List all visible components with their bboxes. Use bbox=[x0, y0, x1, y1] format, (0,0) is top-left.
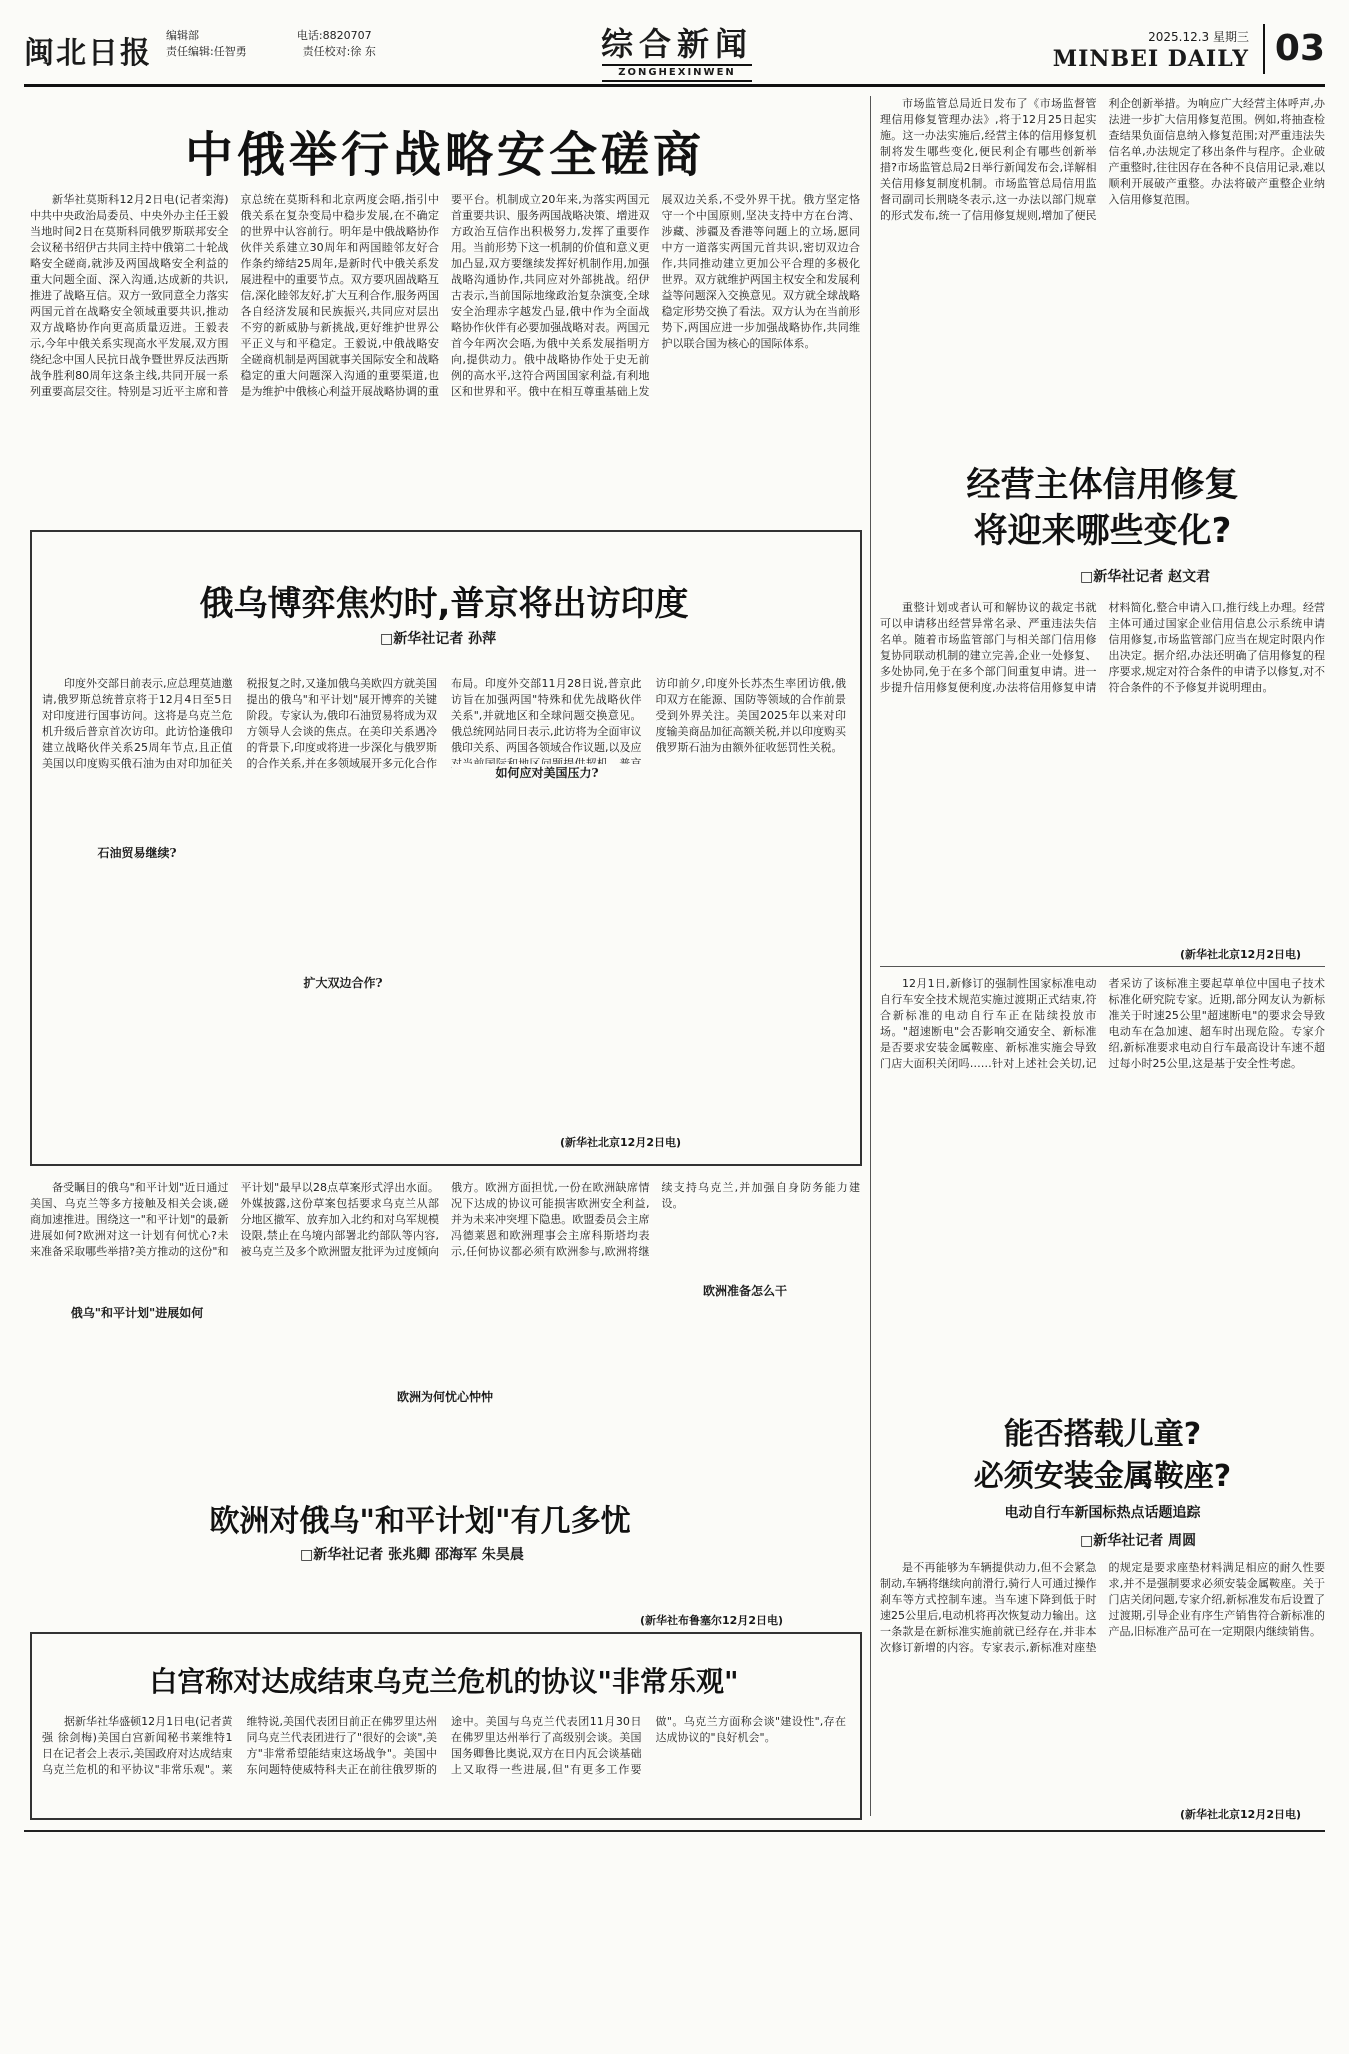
article5-dateline: (新华社北京12月2日电) bbox=[1180, 948, 1302, 961]
article6-byline: □新华社记者 周圆 bbox=[1080, 1533, 1197, 1549]
masthead-rule bbox=[24, 84, 1325, 87]
article1-body bbox=[30, 192, 860, 520]
section-title: 综合新闻 bbox=[600, 25, 753, 63]
article3-dateline: (新华社布鲁塞尔12月2日电) bbox=[640, 1614, 784, 1627]
article6-dateline: (新华社北京12月2日电) bbox=[1180, 1808, 1302, 1821]
article5-title-line2: 将迎来哪些变化? bbox=[973, 511, 1232, 551]
article5-title bbox=[880, 462, 1325, 554]
article6-subtitle: 电动自行车新国标热点话题追踪 bbox=[1004, 1505, 1201, 1521]
newspaper-logo: 闽北日报 bbox=[24, 36, 152, 71]
editor-info bbox=[166, 28, 376, 60]
article2-text: 印度外交部日前表示,应总理莫迪邀请,俄罗斯总统普京将于12月4日至5日对印度进行国事访问。这将是乌克兰危机升级后普京首次访印。此访恰逢俄印建立战略伙伴关系25周年节点,且正值美国以印度购买俄石油为由对印加征关税报复之时,又逢加俄乌美欧四方就美国提出的俄乌"和平计划"展开博弈的关键阶段。专家认为,俄印石油贸易将成为双方领导人会谈的焦点。在美印关系遇冷的背景下,印度或将进一步深化与俄罗斯的合作关系,并在多领域展开多元化合作布局。印度外交部11月28日说,普京此访旨在加强两国"特殊和优先战略伙伴关系",并就地区和全球问题交换意见。俄总统网站同日表示,此访将为全面审议俄印关系、两国各领域合作议题,以及应 访印前夕,印度外长苏杰生率团访俄,俄印双方在能源、国防等领域的合作前景受到外界关注。美国2025年以来对印度输美商品加征高额关税,并以印度购买俄罗斯石油为由额外征收惩罚性关税。 bbox=[42, 677, 846, 770]
article5-top-body bbox=[880, 96, 1325, 448]
editorial-dept-label: 编辑部 bbox=[166, 29, 199, 42]
article2-title: 俄乌博弈焦灼时,普京将出访印度 bbox=[199, 584, 689, 624]
article6-body bbox=[880, 1560, 1325, 1804]
article2-subhead-3: 如何应对美国压力? bbox=[452, 764, 642, 781]
article6-top-body bbox=[880, 976, 1325, 1406]
article6-top-text: 12月1日,新修订的强制性国家标准电动自行车安全技术规范实施过渡期正式结束,符合新标准的电动自行车正在陆续投放市场。"超速断电"会否影响交通安全、新标准是否要求安装金属鞍座、新标准实施会导致门店大面积关闭吗……针对上述社会关切,记者采访了该标准主要起草单位中国电子技术标准化研究院专家。近期,部分网友认为新标准关于时速25公里"超速断电"的要求会导致电动车在急加速、超车时出现危险。专家介绍,新标准要求电动自行车最高设计车速不超过每小时25公里,这是基于安全性考虑。 bbox=[880, 977, 1325, 1070]
article1-text: 新华社莫斯科12月2日电(记者栾海)中共中央政治局委员、中央外办主任王毅当地时间2日在莫斯科同俄罗斯联邦安全会议秘书绍伊古共同主持中俄第二十轮战略安全磋商,就涉及两国战略安全利益的重大问题全面、深入沟通,达成新的共识,推进了战略互信。双方一致同意全力落实两国元首在战略安全领域重要共识,推动双方战略协作向更高质量迈进。王毅表示,今年中俄关系实现高水平发展,双方围绕纪念中国人民抗日战争暨世界反法西斯战争胜利80周年这条主线,共同开展一系列重要高层交往。特别是习近平主席和普京总统在莫斯科和北京两度会晤,指引中俄关系在复杂变局中稳步发展,在不确定的世界中认容前行。明年是中俄战略协作伙伴关系建立30周年和两国睦邻友好合作条约缔结25周年,是新时代中俄关系发展进程中的重要节点。双方要巩固战略互信,深化睦邻友好,扩大互利合作,服务两国各自经济发展和民族振兴,共同应对层出不穷的新威胁与新挑战,更好维护世界公平正义与和平稳定。王毅说,中俄战略安全磋商机制是两国就事关国际安全和战略稳定的重大问题深入沟通的重要渠道,也是为维护中俄核心利益开展战略协调的重要平台。机制成立20年来,为落实两国元首重要共识、服务两国战略决策、增进双方政治互信作出积极努力,发挥了重要作用。当前形势下这一机制的价值和意义更加凸显,双方要继续发挥好机制作用,加强战略沟通协作,共同应对外部挑战。绍伊古表示,当前国际地缘政治复杂演变,全球安全治理赤字越发凸显,俄中作为全面战略协作伙伴有必要加强战略对表。两国元首今年两次会晤,为俄中关系发展指明方向,提供动力。俄中战略协作处于史无前例的高水平,这符合两国国家利益,有利地区和世界和平。俄中在相互尊重基础上发展双边关系,不受外界干扰。俄方坚定恪守一个中国原则,坚决支持中方在台湾、涉藏、涉疆及香港等问题上的立场,愿同中方一道落实两国元首共识,密切双边合作,共同推动建立更加公平合理的多极化世界。双方就维护两国主权安全和发展利益等问题深入交换意见。双方就全球战略稳定形势交换了看法。双方认为在当前形势下,两国应进一步加强战略协作,共同维护以联合国为核心的国际体系。 bbox=[30, 193, 860, 398]
page-number: 03 bbox=[1263, 24, 1325, 74]
article5-title-line1: 经营主体信用修复 bbox=[966, 465, 1239, 505]
article3-subhead-3: 欧洲准备怎么干 bbox=[650, 1282, 840, 1299]
masthead bbox=[24, 24, 1325, 82]
column-divider bbox=[870, 96, 871, 1816]
phone-label: 电话: bbox=[296, 29, 323, 42]
right-divider bbox=[880, 966, 1325, 967]
article6-title-line2: 必须安装金属鞍座? bbox=[973, 1459, 1232, 1494]
article4-body bbox=[42, 1714, 846, 1810]
article5-byline: □新华社记者 赵文君 bbox=[1080, 569, 1211, 585]
proofreader-name: 责任校对:徐 东 bbox=[302, 45, 376, 58]
article5-top-text: 市场监管总局近日发布了《市场监督管理信用修复管理办法》,将于12月25日起实施。这一办法实施后,经营主体的信用修复机制将发生哪些变化,便民利企有哪些创新举措?市场监管总局2日举行新闻发布会,详解相关信用修复制度机制。市场监管总局信用监督司副司长荆晓冬表示,这一办法以部门规章的形式发布,统一了信用修复规则,增加了便民利企创新举措。为响应广大经营主体呼声,办法进一步扩大信用修复范围。例如,将抽查检查结果负面信息纳入修复范围;对严重违法失信名单,办法规定了移出条件与程序。企业破产重整时,往往因存在各种不良信用记录,难以顺利开展破产重整。办法将破产重整企业纳入信用修复范围。 bbox=[880, 97, 1325, 222]
paper-name-en: MINBEI DAILY bbox=[1052, 46, 1249, 72]
issue-date: 2025.12.3 星期三 bbox=[1148, 30, 1249, 44]
article2-subhead-2: 扩大双边合作? bbox=[248, 974, 438, 991]
section-title-en: ZONGHEXINWEN bbox=[602, 64, 752, 82]
article2-body bbox=[42, 676, 846, 1132]
page-bottom-rule bbox=[24, 1830, 1325, 1832]
article6-text: 是不再能够为车辆提供动力,但不会紧急制动,车辆将继续向前滑行,骑行人可通过操作刹车等方式控制车速。当车速下降到低于时速25公里后,电动机将再次恢复动力输出。这一条款是在新标准实施前就已经存在,并非本次修订新增的内容。专家表示,新标准对座垫的规定是要求座垫材料满足相应的耐久性要求,并不是强制要求必须安装金属鞍座。关于门店关闭问题,专家介绍,新标准发布后设置了过渡期,引导企业有序生产销售符合新标准的产品,旧标准产品可在一定期限内继续销售。 bbox=[880, 1561, 1325, 1654]
article5-body bbox=[880, 600, 1325, 940]
article3-subhead-2: 欧洲为何忧心忡忡 bbox=[350, 1388, 540, 1405]
article1-title: 中俄举行战略安全磋商 bbox=[184, 127, 705, 183]
article3-byline: □新华社记者 张兆卿 邵海军 朱昊晨 bbox=[300, 1544, 524, 1564]
section-title-box bbox=[562, 24, 792, 78]
article3-text: 备受瞩目的俄乌"和平计划"近日通过美国、乌克兰等多方接触及相关会谈,磋商加速推进。围绕这一"和平计划"的最新进展如何?欧洲对这一计划有何忧心?未来准备采取哪些举措?美方推动的这份"和平计划"最早以28点草案形式浮出水面。外媒披露,这份草案包括要求乌克兰从部分地区撤军、放弃加入北约和对乌军规模设限,禁止在乌境内部署北约部队等内容,被乌克兰及多个欧洲盟友批评为过度倾向俄方。欧洲方面担忧,一份在欧洲缺席情况下达成的协议可能损害欧洲安全利益,并为未来冲突埋下隐患。欧盟委员会主席冯德莱恩和欧洲理事会主席科斯塔均表示,任何协议都必须有欧洲参与,欧洲将继续支持乌克兰,并加强自身防务能力建设。 bbox=[30, 1181, 860, 1258]
article3-subhead-1: 俄乌"和平计划"进展如何 bbox=[42, 1304, 232, 1321]
phone-number: 8820707 bbox=[322, 29, 372, 42]
article5-text: 重整计划或者认可和解协议的裁定书就可以申请移出经营异常名录、严重违法失信名单。随着市场监管部门与相关部门信用修复协同联动机制的建立完善,企业一处修复、多处协同,免于在多个部门间重复申请。进一步提升信用修复便利度,办法将信用修复申请材料简化,整合申请入口,推行线上办理。经营主体可通过国家企业信用信息公示系统申请信用修复,市场监管部门应当在规定时限内作出决定。据介绍,办法还明确了信用修复的程序要求,规定对符合条件的申请予以修复,对不符合条件的不予修复并说明理由。 bbox=[880, 601, 1325, 694]
article4-title: 白宫称对达成结束乌克兰危机的协议"非常乐观" bbox=[149, 1665, 739, 1698]
editor-name: 责任编辑:任智勇 bbox=[166, 45, 247, 58]
article6-title-line1: 能否搭载儿童? bbox=[1003, 1417, 1202, 1452]
article2-dateline: (新华社北京12月2日电) bbox=[560, 1136, 682, 1149]
article4-text: 据新华社华盛顿12月1日电(记者黄强 徐剑梅)美国白宫新闻秘书莱维特1日在记者会上表示,美国政府对达成结束乌克兰危机的和平协议"非常乐观"。莱维特说,美国代表团目前正在佛罗里达州同乌克兰代表团进行了"很好的会谈",美方"非常希望能结束这场战争"。美国中东问题特使威特科夫正在前往俄罗斯的途中。美国与乌克兰代表团11月30日在佛罗里达州举行了高级别会谈。美国国务卿鲁比奥说,双方在日内瓦会谈基础上又取得一些进展,但"有更多工作要做"。乌克兰方面称会谈"建设性",存在达成协议的"良好机会"。 bbox=[42, 1715, 846, 1776]
article2-subhead-1: 石油贸易继续? bbox=[42, 844, 232, 861]
article6-title bbox=[880, 1414, 1325, 1498]
article2-byline: □新华社记者 孙萍 bbox=[380, 631, 497, 647]
article3-title: 欧洲对俄乌"和平计划"有几多忧 bbox=[200, 1490, 640, 1546]
